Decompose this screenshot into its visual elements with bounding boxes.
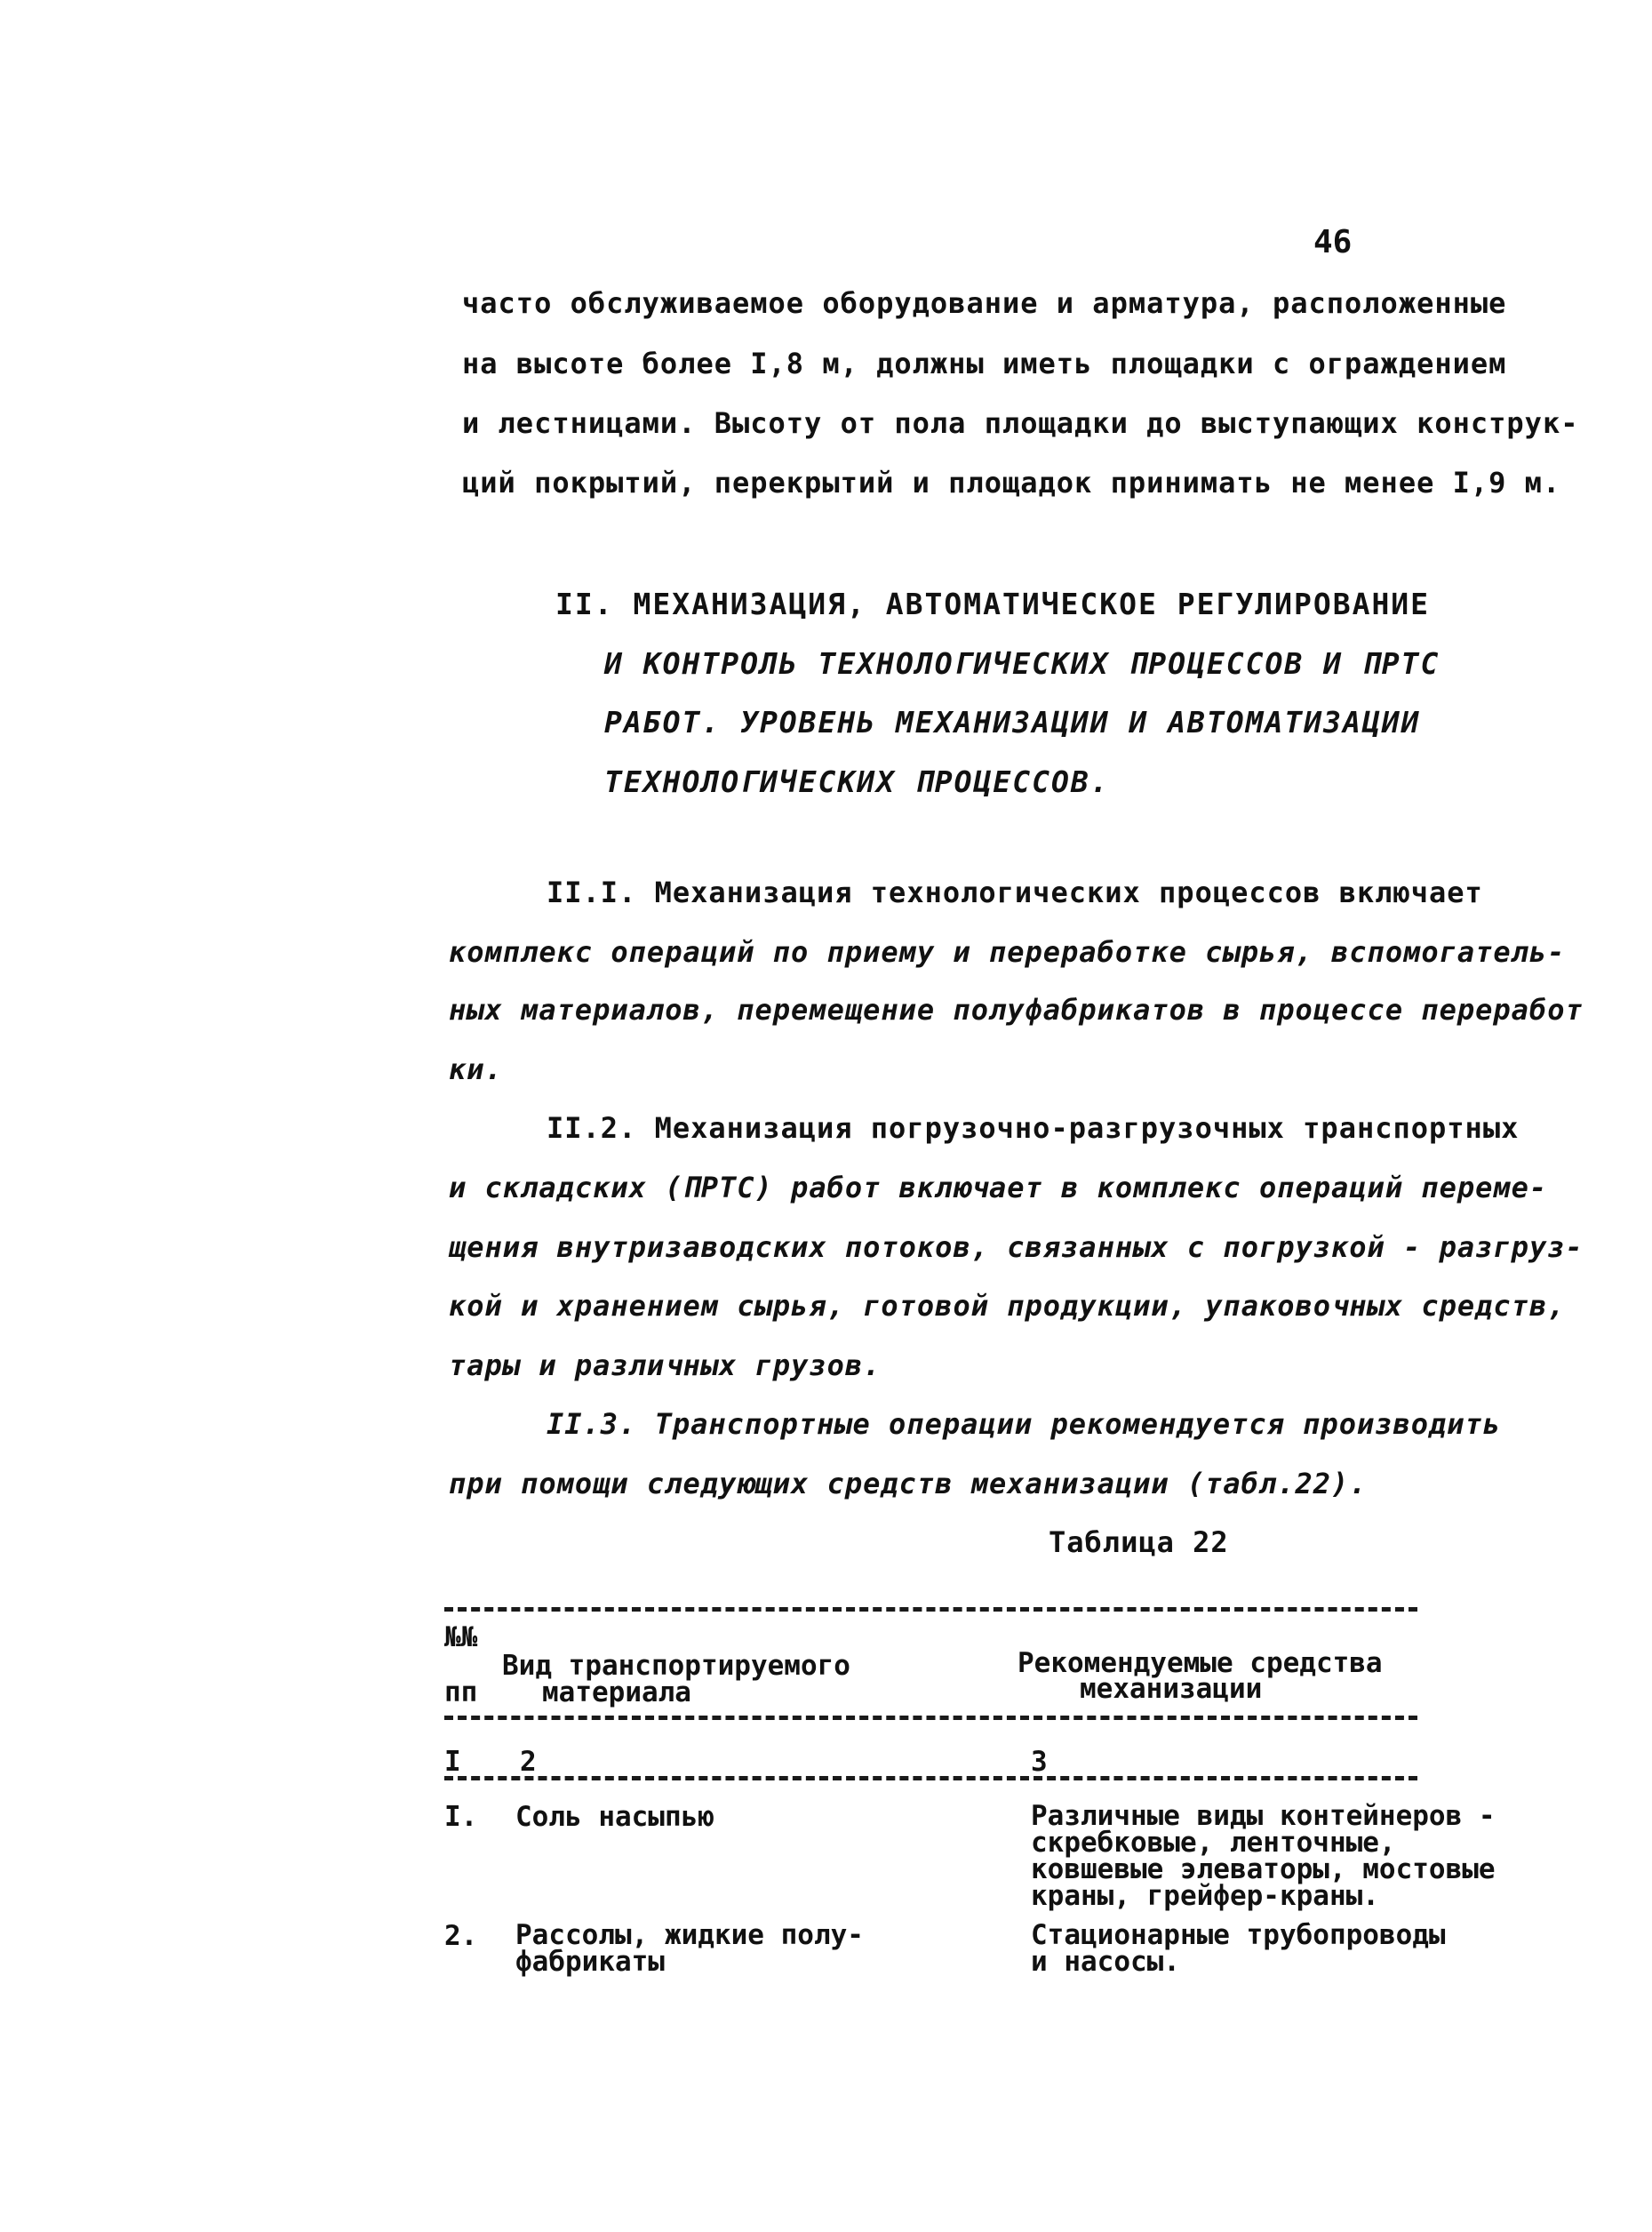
paragraph-line: ки. (449, 1052, 503, 1086)
section-heading-line: РАБОТ. УРОВЕНЬ МЕХАНИЗАЦИИ И АВТОМАТИЗАЦИИ (604, 705, 1421, 740)
paragraph-line: ных материалов, перемещение полуфабрикатов в процессе переработ (449, 993, 1584, 1027)
section-heading-line: ТЕХНОЛОГИЧЕСКИХ ПРОЦЕССОВ. (604, 764, 1110, 799)
row-means: Различные виды контейнеров - (1031, 1800, 1496, 1832)
table-rule (444, 1716, 1417, 1720)
intro-line: часто обслуживаемое оборудование и арматура, расположенные (462, 286, 1507, 320)
row-means: и насосы. (1031, 1946, 1180, 1978)
section-heading-line: II. МЕХАНИЗАЦИЯ, АВТОМАТИЧЕСКОЕ РЕГУЛИРОВАНИЕ (555, 587, 1431, 621)
section-heading-line: И КОНТРОЛЬ ТЕХНОЛОГИЧЕСКИХ ПРОЦЕССОВ И ПРТС (604, 646, 1441, 681)
header-material: материала (542, 1676, 691, 1708)
intro-line: и лестницами. Высоту от пола площадки до выступающих конструк- (462, 406, 1579, 440)
header-no: пп (444, 1676, 478, 1708)
row-material: Рассолы, жидкие полу- (515, 1919, 864, 1951)
column-number: 2 (520, 1746, 537, 1778)
row-means: скребковые, ленточные, (1031, 1827, 1396, 1859)
table-caption: Таблица 22 (1049, 1525, 1229, 1559)
paragraph-line: при помощи следующих средств механизации (табл.22). (449, 1467, 1368, 1500)
intro-line: на высоте более I,8 м, должны иметь площадки с ограждением (462, 347, 1507, 380)
paragraph-line: II.I. Механизация технологических процессов включает (547, 876, 1483, 909)
row-means: краны, грейфер-краны. (1031, 1880, 1379, 1912)
paragraph-line: тары и различных грузов. (449, 1348, 882, 1382)
row-material: фабрикаты (515, 1946, 665, 1978)
header-means: Рекомендуемые средства (1018, 1647, 1383, 1679)
paragraph-line: щения внутризаводских потоков, связанных с погрузкой - разгруз- (449, 1230, 1584, 1264)
row-material: Соль насыпью (515, 1801, 714, 1833)
table-rule (444, 1776, 1417, 1780)
row-number: I. (444, 1801, 478, 1833)
paragraph-line: комплекс операций по приему и переработке сырья, вспомогатель- (449, 935, 1566, 969)
column-number: 3 (1031, 1746, 1048, 1778)
page-number: 46 (1313, 224, 1353, 260)
header-means: механизации (1080, 1673, 1263, 1705)
row-means: ковшевые элеваторы, мостовые (1031, 1853, 1496, 1885)
header-material: Вид транспортируемого (502, 1650, 850, 1682)
paragraph-line: и складских (ПРТС) работ включает в комплекс операций переме- (449, 1171, 1548, 1204)
paragraph-line: II.3. Транспортные операции рекомендуется производить (547, 1407, 1502, 1441)
row-number: 2. (444, 1920, 478, 1952)
paragraph-line: кой и хранением сырья, готовой продукции, упаковочных средств, (449, 1289, 1566, 1323)
table-rule (444, 1607, 1417, 1612)
row-means: Стационарные трубопроводы (1031, 1919, 1446, 1951)
header-no: №№ (444, 1621, 478, 1653)
intro-line: ций покрытий, перекрытий и площадок принимать не менее I,9 м. (462, 466, 1561, 500)
column-number: I (444, 1746, 461, 1778)
paragraph-line: II.2. Механизация погрузочно-разгрузочных транспортных (547, 1111, 1520, 1145)
